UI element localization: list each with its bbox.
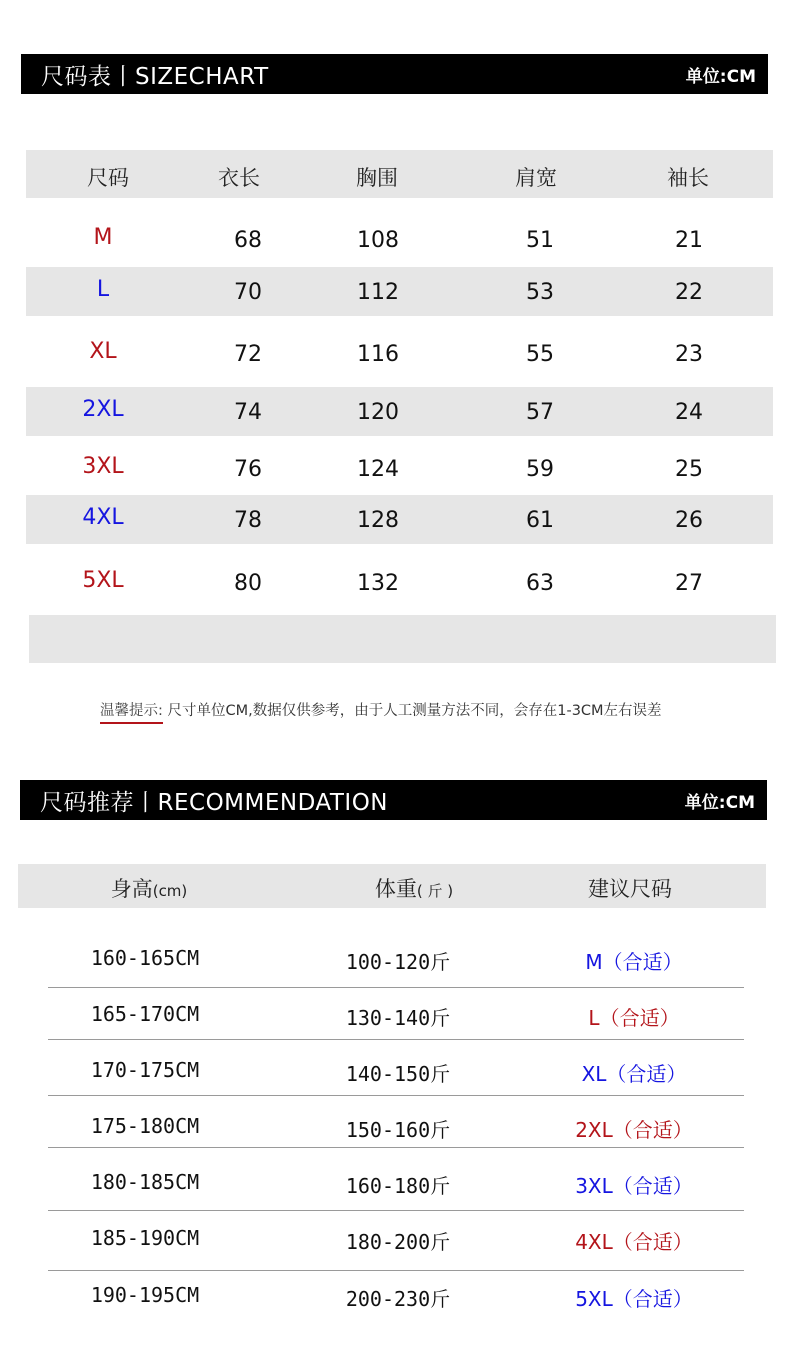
chest-value: 112 (357, 280, 399, 305)
height-range: 180-185CM (90, 1170, 200, 1194)
recommended-size: 3XL（合适） (575, 1174, 693, 1198)
shoulder-value: 55 (526, 342, 554, 367)
recommended-size: M（合适） (585, 950, 683, 974)
size-label: M (93, 225, 113, 250)
shoulder-value: 59 (526, 457, 554, 482)
length-value: 68 (234, 228, 262, 253)
sleeve-value: 21 (675, 228, 703, 253)
size-label: L (96, 277, 110, 302)
length-value: 76 (234, 457, 262, 482)
height-range: 190-195CM (90, 1283, 200, 1307)
sizechart-title: 尺码表丨SIZECHART (41, 63, 269, 90)
shoulder-value: 57 (526, 400, 554, 425)
length-value: 70 (234, 280, 262, 305)
header-weight-unit: ( 斤 ) (416, 882, 454, 900)
sleeve-value: 23 (675, 342, 703, 367)
size-label: 5XL (82, 568, 124, 593)
note-text: 尺寸单位CM,数据仅供参考，由于人工测量方法不同，会存在1-3CM左右误差 (162, 703, 662, 719)
recommendation-row (48, 1042, 744, 1098)
recommendation-row (48, 1210, 744, 1266)
recommendation-row (48, 1154, 744, 1210)
size-label: XL (89, 339, 117, 364)
sleeve-value: 26 (675, 508, 703, 533)
recommended-size: 5XL（合适） (575, 1287, 693, 1311)
header-chest: 胸围 (356, 166, 398, 190)
sizechart-row (26, 215, 773, 264)
sizechart-row (26, 444, 773, 493)
measurement-note (100, 699, 662, 720)
height-range: 175-180CM (90, 1114, 200, 1138)
size-label: 4XL (82, 505, 124, 530)
recommended-size: 2XL（合适） (575, 1118, 693, 1142)
recommendation-row (48, 930, 744, 986)
recommendation-header-row (18, 864, 766, 908)
shoulder-value: 51 (526, 228, 554, 253)
length-value: 78 (234, 508, 262, 533)
sizechart-header-row (26, 150, 773, 198)
recommendation-row (48, 1267, 744, 1323)
recommendation-row (48, 986, 744, 1042)
length-value: 72 (234, 342, 262, 367)
header-shoulder: 肩宽 (515, 166, 557, 190)
header-height (111, 873, 188, 903)
row-divider (48, 1147, 744, 1148)
row-divider (48, 1095, 744, 1096)
chest-value: 132 (357, 571, 399, 596)
sizechart-row (26, 558, 773, 607)
height-range: 185-190CM (90, 1226, 200, 1250)
height-range: 165-170CM (90, 1002, 200, 1026)
header-height-label: 身高 (110, 877, 153, 901)
header-sleeve: 袖长 (667, 166, 709, 190)
size-label: 2XL (82, 397, 124, 422)
header-size: 尺码 (87, 166, 129, 190)
length-value: 80 (234, 571, 262, 596)
recommendation-title: 尺码推荐丨RECOMMENDATION (40, 789, 388, 816)
recommended-size: XL（合适） (581, 1062, 687, 1086)
weight-range: 160-180斤 (345, 1174, 451, 1198)
sleeve-value: 25 (675, 457, 703, 482)
length-value: 74 (234, 400, 262, 425)
chest-value: 116 (357, 342, 399, 367)
sleeve-value: 27 (675, 571, 703, 596)
weight-range: 200-230斤 (345, 1287, 451, 1311)
weight-range: 150-160斤 (345, 1118, 451, 1142)
chest-value: 124 (357, 457, 399, 482)
header-weight-label: 体重 (374, 877, 417, 901)
recommended-size: 4XL（合适） (575, 1230, 693, 1254)
sizechart-title-bar (21, 54, 768, 94)
sleeve-value: 24 (675, 400, 703, 425)
recommendation-unit: 单位:CM (684, 792, 755, 813)
note-label: 温馨提示: (100, 703, 163, 724)
height-range: 170-175CM (90, 1058, 200, 1082)
size-label: 3XL (82, 454, 124, 479)
sizechart-row (26, 329, 773, 378)
header-recommended-size: 建议尺码 (588, 877, 672, 901)
header-length: 衣长 (218, 166, 260, 190)
header-weight (375, 873, 453, 903)
chest-value: 128 (357, 508, 399, 533)
sizechart-unit: 单位:CM (685, 66, 756, 87)
shoulder-value: 53 (526, 280, 554, 305)
weight-range: 180-200斤 (345, 1230, 451, 1254)
shoulder-value: 61 (526, 508, 554, 533)
row-divider (48, 1039, 744, 1040)
sizechart-row (26, 387, 773, 436)
weight-range: 140-150斤 (345, 1062, 451, 1086)
sizechart-row (26, 495, 773, 544)
recommendation-row (48, 1098, 744, 1154)
sizechart-row (26, 267, 773, 316)
recommended-size: L（合适） (588, 1006, 680, 1030)
weight-range: 130-140斤 (345, 1006, 451, 1030)
weight-range: 100-120斤 (345, 950, 451, 974)
sleeve-value: 22 (675, 280, 703, 305)
height-range: 160-165CM (90, 946, 200, 970)
sizechart-empty-row (29, 615, 776, 663)
chest-value: 120 (357, 400, 399, 425)
header-height-unit: (cm) (152, 882, 188, 900)
recommendation-title-bar (20, 780, 767, 820)
shoulder-value: 63 (526, 571, 554, 596)
chest-value: 108 (357, 228, 399, 253)
